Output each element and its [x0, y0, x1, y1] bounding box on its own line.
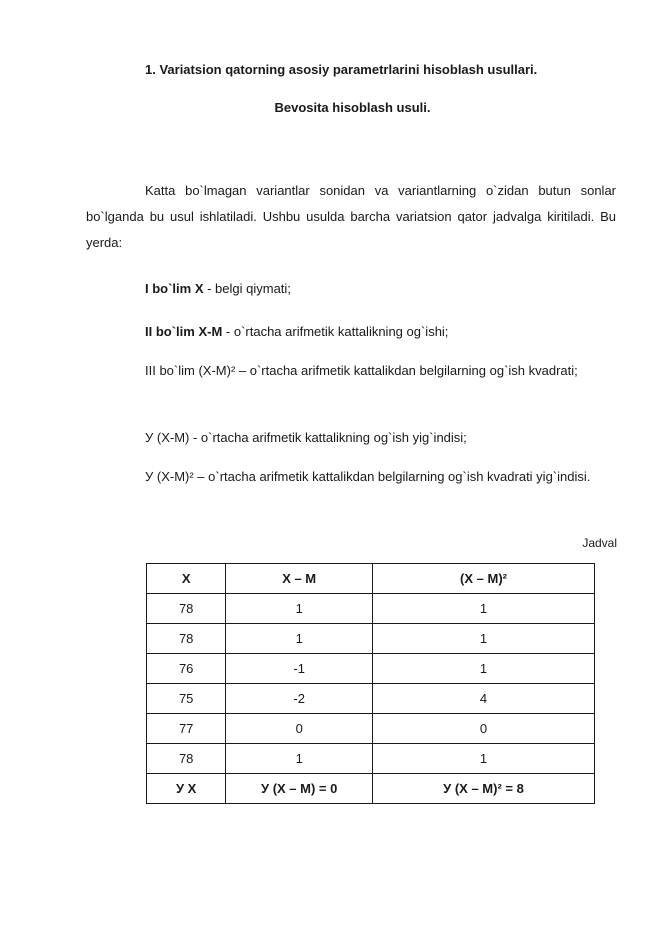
table-row [147, 744, 595, 774]
definition-line-1 [86, 276, 616, 302]
cell-deviation-squared: 0 [373, 714, 595, 744]
cell-deviation-squared: 1 [373, 654, 595, 684]
definition-line-2 [86, 319, 616, 345]
cell-deviation: 0 [226, 714, 373, 744]
cell-deviation-squared: 4 [373, 684, 595, 714]
cell-deviation: -1 [226, 654, 373, 684]
table-row [147, 594, 595, 624]
definition-line-5: У (X-M)² – o`rtacha arifmetik kattalikdan belgilarning og`ish kvadrati yig`indisi. [145, 469, 591, 484]
table-caption: Jadval [582, 536, 617, 550]
cell-x: 76 [147, 654, 226, 684]
cell-deviation-squared: 1 [373, 624, 595, 654]
header-x-minus-m-squared: (X – M)² [373, 564, 595, 594]
cell-deviation: 1 [226, 744, 373, 774]
variation-table [146, 563, 595, 804]
cell-x: 75 [147, 684, 226, 714]
total-x: У X [147, 774, 226, 804]
cell-deviation: 1 [226, 594, 373, 624]
definition-line-4: У (X-M) - o`rtacha arifmetik kattalikning og`ish yig`indisi; [145, 430, 467, 445]
table-header-row [147, 564, 595, 594]
cell-x: 78 [147, 744, 226, 774]
cell-deviation: 1 [226, 624, 373, 654]
definition-text-1: - belgi qiymati; [203, 281, 291, 296]
definition-label-2: II bo`lim X-M [145, 324, 223, 339]
definition-text-2: - o`rtacha arifmetik kattalikning og`ishi; [222, 324, 449, 339]
table-total-row [147, 774, 595, 804]
cell-deviation-squared: 1 [373, 744, 595, 774]
cell-deviation-squared: 1 [373, 594, 595, 624]
cell-x: 77 [147, 714, 226, 744]
table-row [147, 624, 595, 654]
header-x-minus-m: X – M [226, 564, 373, 594]
table-row [147, 714, 595, 744]
definition-label-1: I bo`lim X [145, 281, 204, 296]
total-deviation-squared: У (X – M)² = 8 [373, 774, 595, 804]
table-row [147, 654, 595, 684]
total-deviation: У (X – M) = 0 [226, 774, 373, 804]
method-subheading: Bevosita hisoblash usuli. [274, 100, 431, 115]
definition-line-3: III bo`lim (X-M)² – o`rtacha arifmetik kattalikdan belgilarning og`ish kvadrati; [145, 363, 578, 378]
header-x: X [147, 564, 226, 594]
cell-deviation: -2 [226, 684, 373, 714]
section-heading: 1. Variatsion qatorning asosiy parametrlarini hisoblash usullari. [145, 62, 538, 77]
intro-paragraph: Katta bo`lmagan variantlar sonidan va variantlarning o`zidan butun sonlar bo`lganda bu usul ishlatiladi. Ushbu usulda barcha variatsion qator jadvalga kiritiladi. Bu yerda: [86, 183, 616, 250]
cell-x: 78 [147, 624, 226, 654]
table-row [147, 684, 595, 714]
cell-x: 78 [147, 594, 226, 624]
